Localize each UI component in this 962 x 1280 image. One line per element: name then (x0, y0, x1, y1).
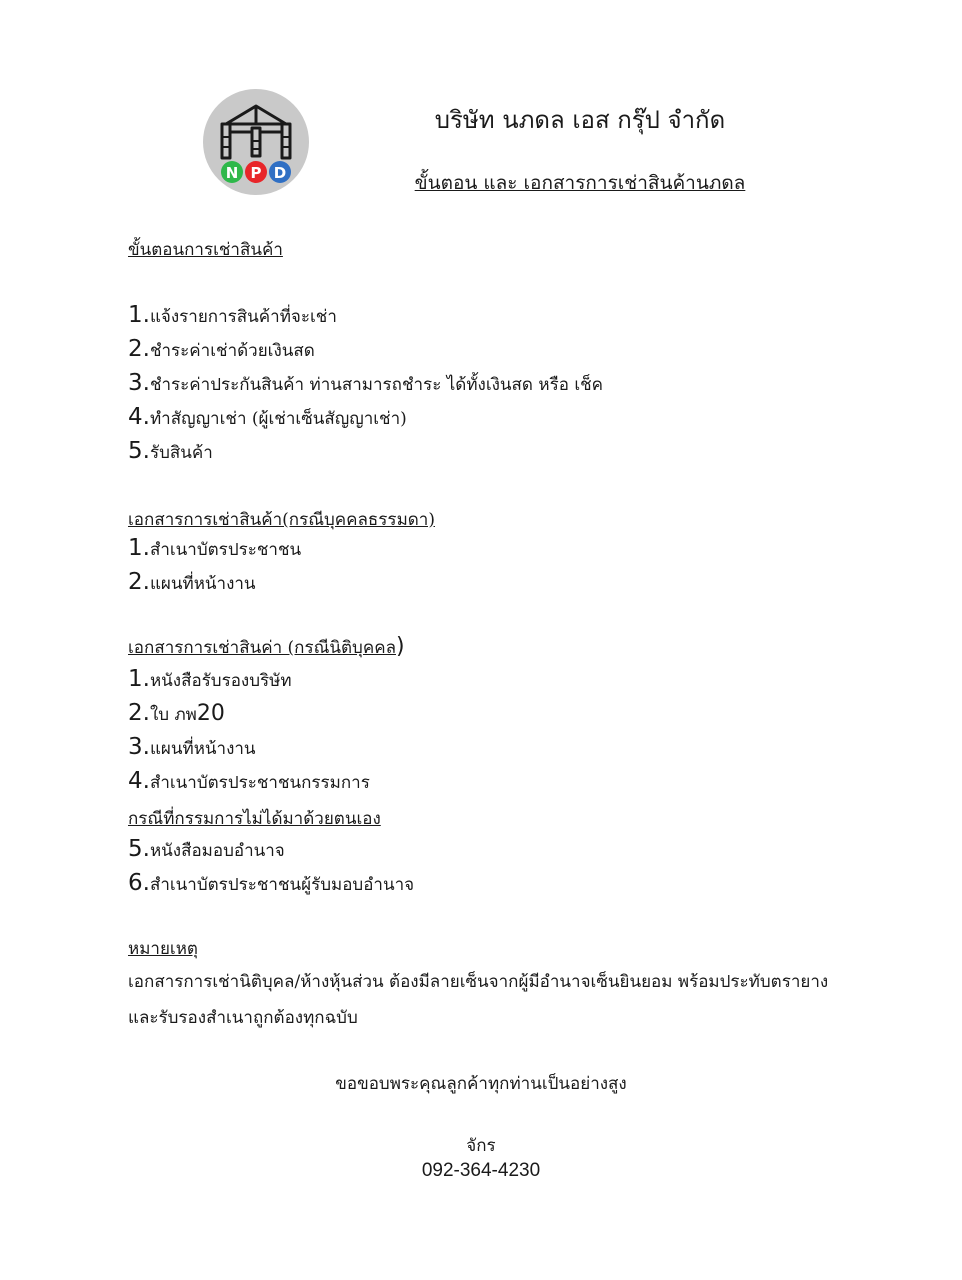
doc-text: ใบ ภพ (149, 705, 197, 725)
doc-text: แผนที่หน้างาน (149, 574, 256, 594)
step-number: 4. (128, 404, 150, 430)
juristic-doc-item (128, 768, 370, 796)
contact-name: จักร (466, 1136, 496, 1156)
juristic-doc-item (128, 836, 285, 864)
doc-text: หนังสือรับรองบริษัท (149, 671, 292, 691)
company-name: บริษัท นภดล เอส กรุ๊ป จำกัด (434, 106, 726, 134)
individual-docs-heading: เอกสารการเช่าสินค้า(กรณีบุคคลธรรมดา) (128, 510, 435, 530)
individual-doc-item (128, 535, 301, 563)
doc-text: สำเนาบัตรประชาชนผู้รับมอบอำนาจ (149, 875, 415, 895)
logo-letter-p: P (250, 164, 262, 182)
juristic-doc-item (128, 734, 256, 762)
thanks-text: ขอขอบพระคุณลูกค้าทุกท่านเป็นอย่างสูง (335, 1074, 627, 1094)
remark-line-2: และรับรองสำเนาถูกต้องทุกฉบับ (128, 1008, 358, 1028)
step-number: 5. (128, 438, 150, 464)
step-number: 1. (128, 302, 150, 328)
remark-line-1: เอกสารการเช่านิติบุคล/ห้างหุ้นส่วน ต้องมีลายเซ็นจากผู้มีอำนาจเซ็นยินยอม พร้อมประทับตรายาง (128, 972, 829, 992)
doc-text: สำเนาบัตรประชาชนกรรมการ (149, 773, 370, 793)
step-text: รับสินค้า (149, 443, 213, 463)
logo-letter-n: N (225, 164, 239, 182)
juristic-doc-item (128, 666, 292, 694)
doc-number: 3. (128, 734, 150, 760)
step-text: ชำระค่าเช่าด้วยเงินสด (149, 341, 315, 361)
step-text: ชำระค่าประกันสินค้า ท่านสามารถชำระ ได้ทั้งเงินสด หรือ เช็ค (149, 375, 604, 395)
juristic-doc-item (128, 700, 225, 728)
step-item (128, 302, 337, 330)
doc-number: 2. (128, 700, 150, 726)
step-item (128, 336, 315, 364)
juristic-heading-paren: ) (396, 634, 405, 659)
doc-suffix: 20 (196, 701, 225, 726)
doc-number: 6. (128, 870, 150, 896)
doc-text: แผนที่หน้างาน (149, 739, 256, 759)
steps-heading: ขั้นตอนการเช่าสินค้า (128, 240, 283, 260)
document-title: ขั้นตอน และ เอกสารการเช่าสินค้านภดล (414, 172, 746, 194)
doc-number: 2. (128, 569, 150, 595)
doc-number: 4. (128, 768, 150, 794)
doc-text: สำเนาบัตรประชาชน (149, 540, 302, 560)
doc-number: 5. (128, 836, 150, 862)
step-text: แจ้งรายการสินค้าที่จะเช่า (149, 307, 337, 327)
step-item (128, 438, 213, 466)
contact-phone: 092-364-4230 (421, 1160, 541, 1181)
remark-heading: หมายเหตุ (128, 939, 198, 959)
juristic-doc-item (128, 870, 414, 898)
step-number: 3. (128, 370, 150, 396)
doc-number: 1. (128, 666, 150, 692)
individual-doc-item (128, 569, 256, 597)
company-logo (202, 88, 310, 196)
proxy-subheading: กรณีที่กรรมการไม่ได้มาด้วยตนเอง (128, 809, 381, 829)
juristic-docs-heading (128, 634, 405, 661)
step-number: 2. (128, 336, 150, 362)
doc-number: 1. (128, 535, 150, 561)
step-text: ทำสัญญาเช่า (ผู้เช่าเซ็นสัญญาเช่า) (149, 409, 407, 429)
juristic-heading-text: เอกสารการเช่าสินค่า (กรณีนิติบุคคล (128, 638, 396, 658)
doc-text: หนังสือมอบอำนาจ (149, 841, 285, 861)
step-item (128, 370, 603, 398)
step-item (128, 404, 407, 432)
logo-letter-d: D (273, 164, 287, 182)
